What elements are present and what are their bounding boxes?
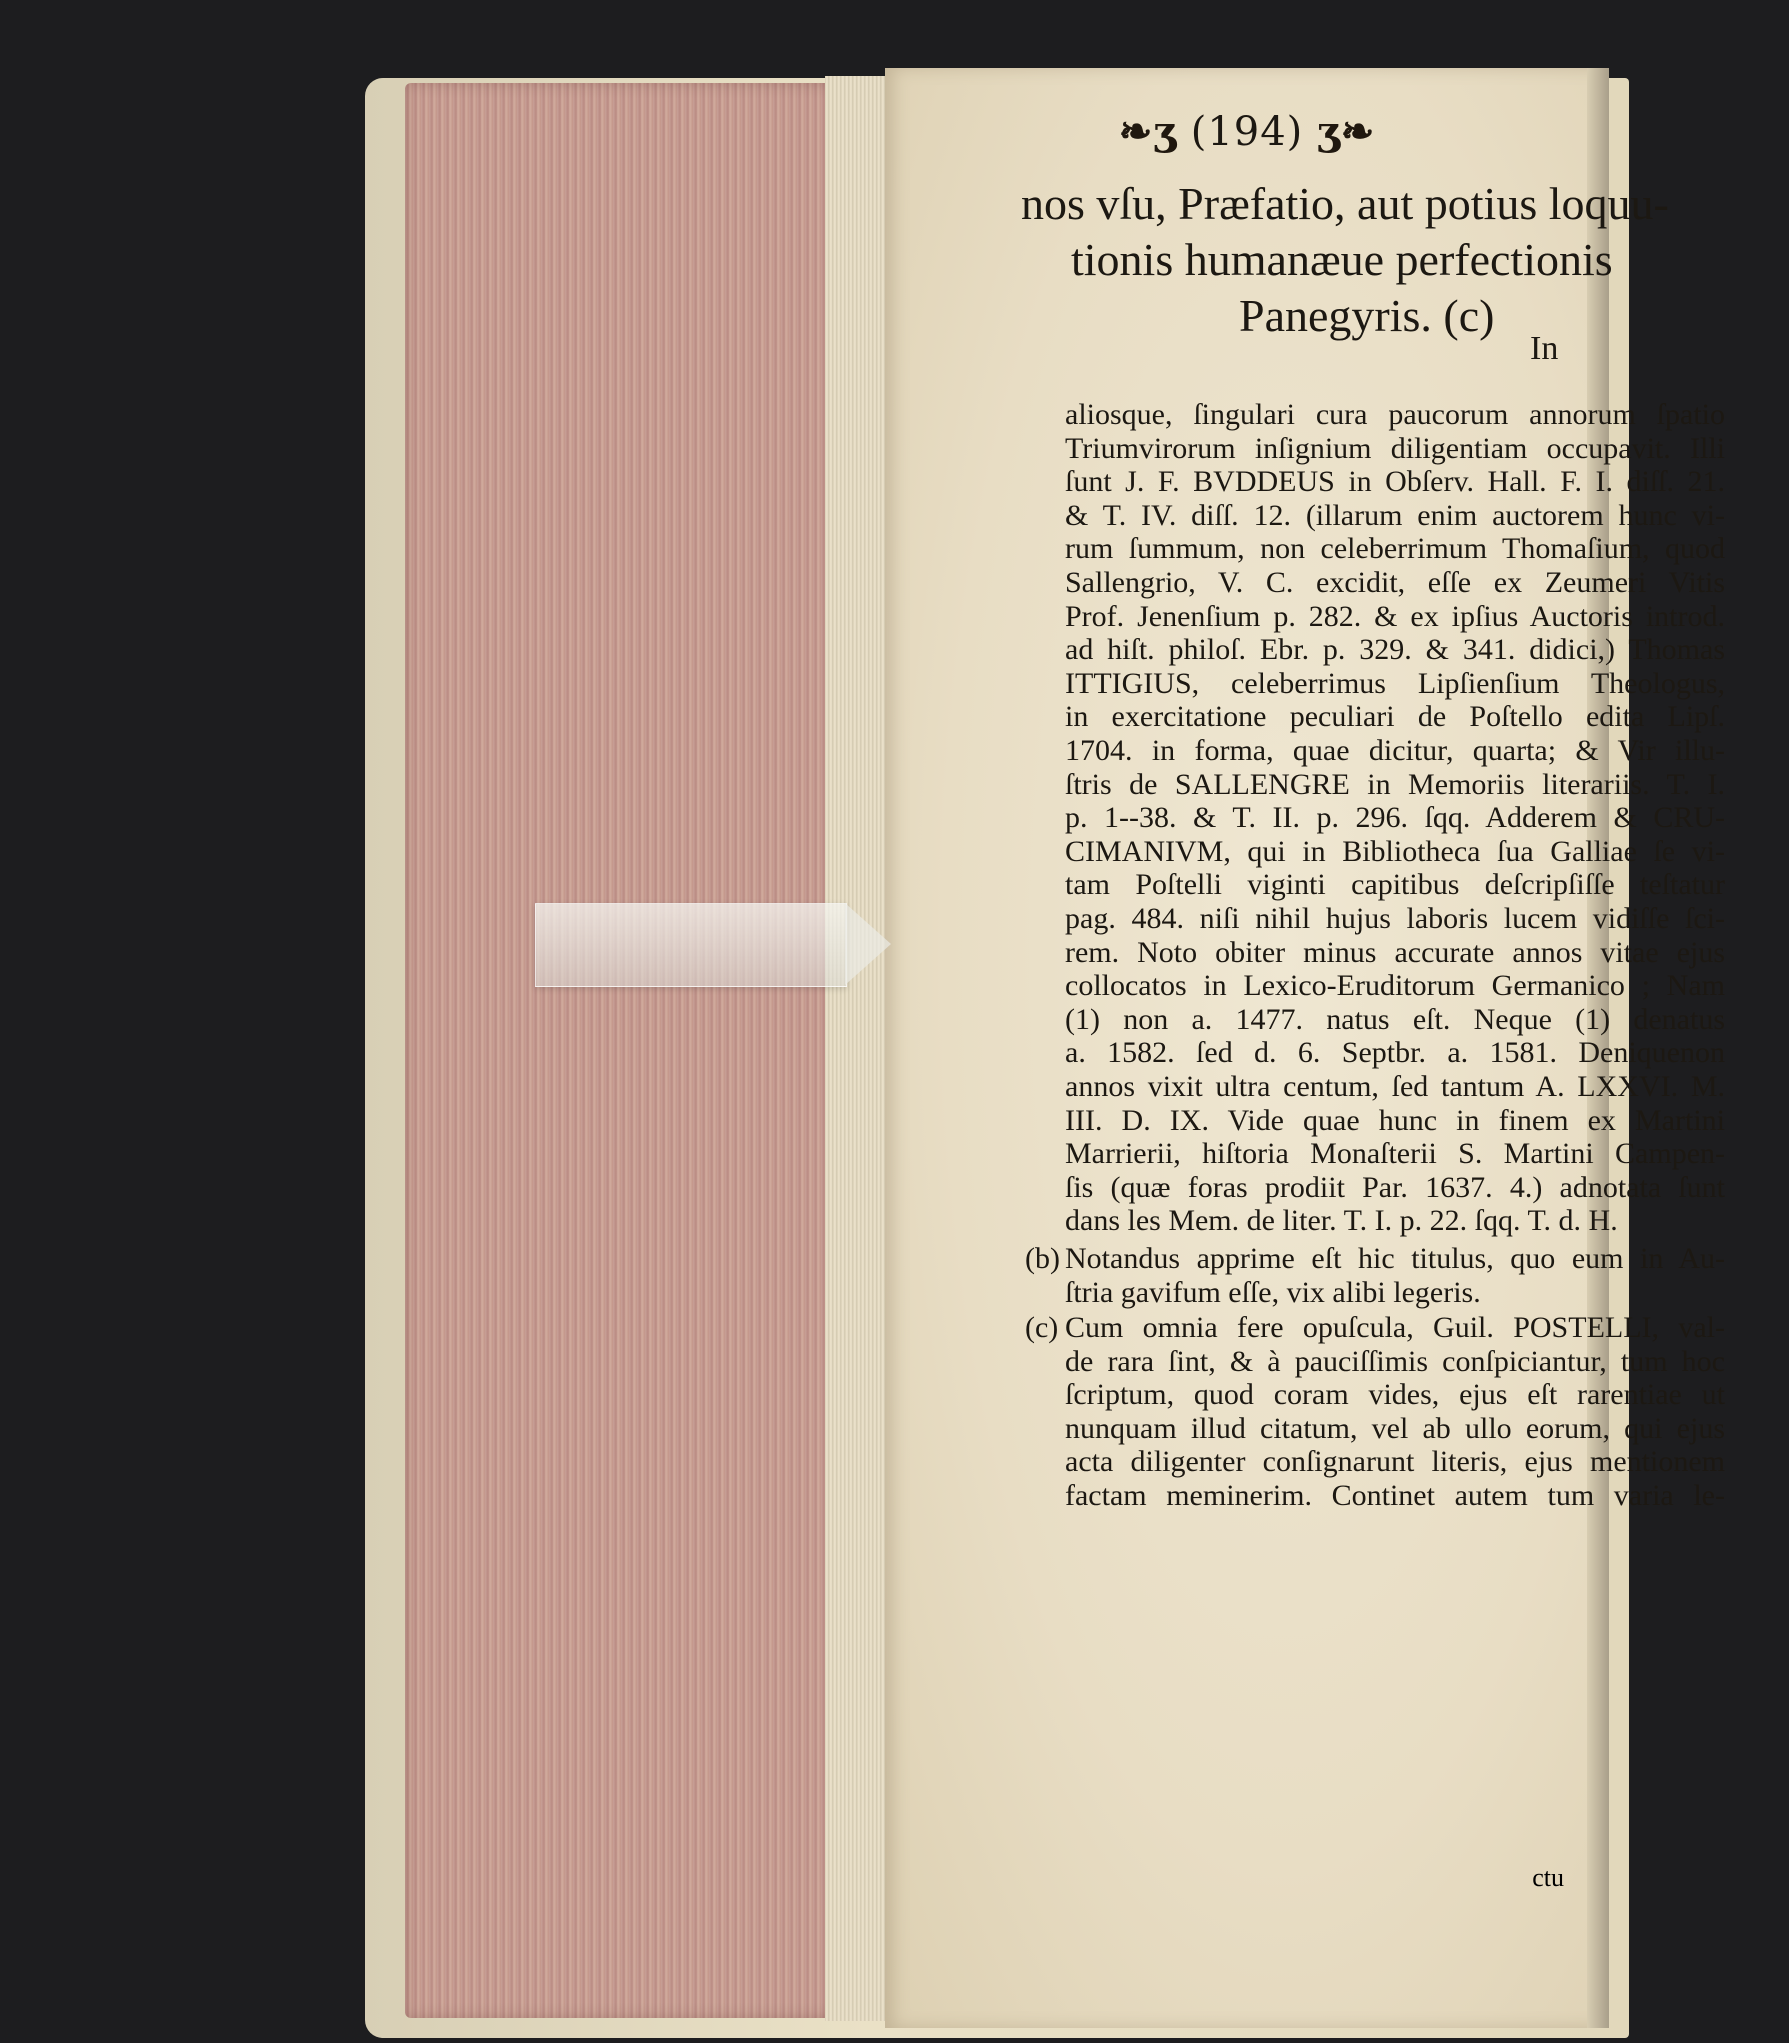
text-line: rem. Noto obiter minus accurate annos vitae ejus [1065,935,1725,969]
text-line: Prof. Jenenſium p. 282. & ex ipſius Auctoris introd. [1065,599,1725,633]
text-line: collocatos in Lexico-Eruditorum Germanico ; Nam [1065,969,1725,1003]
note-line: ſtria gavifum eſſe, vix alibi legeris. [1065,1275,1481,1309]
book [330,68,1725,2043]
bookmark-tip [845,903,891,985]
page-edges-red [405,83,870,2018]
page-194 [885,68,1725,2028]
text-line: Marrierii, hiſtoria Monaſterii S. Martini Campen- [1065,1137,1725,1171]
text-line: p. 1--38. & T. II. p. 296. ſqq. Adderem & CRU- [1065,801,1725,835]
note-line: Cum omnia fere opuſcula, Guil. POSTELLI, val- [1065,1311,1725,1344]
note-line: nunquam illud citatum, vel ab ullo eorum, qui ejus [1065,1411,1725,1445]
text-line: ITTIGIUS, celeberrimus Lipſienſium Theologus, [1065,666,1725,700]
ornament-right: ʒ❧ [1317,108,1376,155]
text-line: rum ſummum, non celeberrimum Thomaſium, quod [1065,532,1725,566]
note-line: Notandus apprime eſt hic titulus, quo eum in Au- [1065,1242,1725,1275]
note-mark-c: (c) [1025,1311,1059,1344]
note-line: acta diligenter conſignarunt literis, ejus mentionem [1065,1445,1725,1479]
text-line: Triumvirorum inſignium diligentiam occupavit. Illi [1065,431,1725,465]
note-mark-b: (b) [1025,1242,1060,1275]
text-line: ſtris de SALLENGRE in Memoriis literariis. T. I. [1065,767,1725,801]
ornament-left: ❧ʒ [1118,108,1177,155]
title-line: tionis humanæue perfectionis [1071,234,1613,285]
page-stack [825,76,885,2021]
text-line: ſis (quæ foras prodiit Par. 1637. 4.) adnotata ſunt [1065,1170,1725,1204]
text-line: a. 1582. ſed d. 6. Septbr. a. 1581. Deniquenon [1065,1036,1725,1070]
text-line: tam Poſtelli viginti capitibus deſcripſiſſe teſtatur [1065,868,1725,902]
title-line: nos vſu, Præfatio, aut potius loquu- [1021,178,1669,229]
text-line: 1704. in forma, quae dicitur, quarta; & Vir illu- [1065,734,1725,767]
bookmark-strip [535,903,847,987]
page-number: (194) [1190,109,1304,155]
text-line: in exercitatione peculiari de Poſtello edita Lipſ. [1065,700,1725,734]
text-line: Sallengrio, V. C. excidit, eſſe ex Zeumeri Vitis [1065,566,1725,599]
catchword-top: In [1530,330,1559,367]
running-header [885,108,1609,155]
text-line: CIMANIVM, qui in Bibliotheca ſua Galliae ſe vi- [1065,834,1725,868]
text-line: annos vixit ultra centum, ſed tantum A. LXXVI. M. [1065,1070,1725,1103]
text-line: aliosque, ſingulari cura paucorum annorum ſpatio [1065,398,1725,431]
text-line: III. D. IX. Vide quae hunc in finem ex Martini [1065,1103,1725,1137]
text-line: ſunt J. F. BVDDEUS in Obſerv. Hall. F. I. diſſ. 21. [1065,465,1725,499]
catchword-bottom: ctu [1532,1863,1564,1892]
text-line: & T. IV. diſſ. 12. (illarum enim auctorem hunc vi- [1065,498,1725,532]
text-line: pag. 484. niſi nihil hujus laboris lucem vidiſſe ſci- [1065,902,1725,935]
text-line: (1) non a. 1477. natus eſt. Neque (1) denatus [1065,1002,1725,1036]
text-line: ad hiſt. philoſ. Ebr. p. 329. & 341. didici,) Thomas [1065,633,1725,667]
note-line: de rara ſint, & à pauciſſimis conſpiciantur, tum hoc [1065,1344,1725,1378]
title-line: Panegyris. (c) [1239,290,1495,341]
note-line: ſcriptum, quod coram vides, ejus eſt rarentiae ut [1065,1378,1725,1412]
text-line: dans les Mem. de liter. T. I. p. 22. ſqq. T. d. H. [1065,1204,1618,1238]
note-line: factam meminerim. Continet autem tum varia le- [1065,1479,1725,1512]
